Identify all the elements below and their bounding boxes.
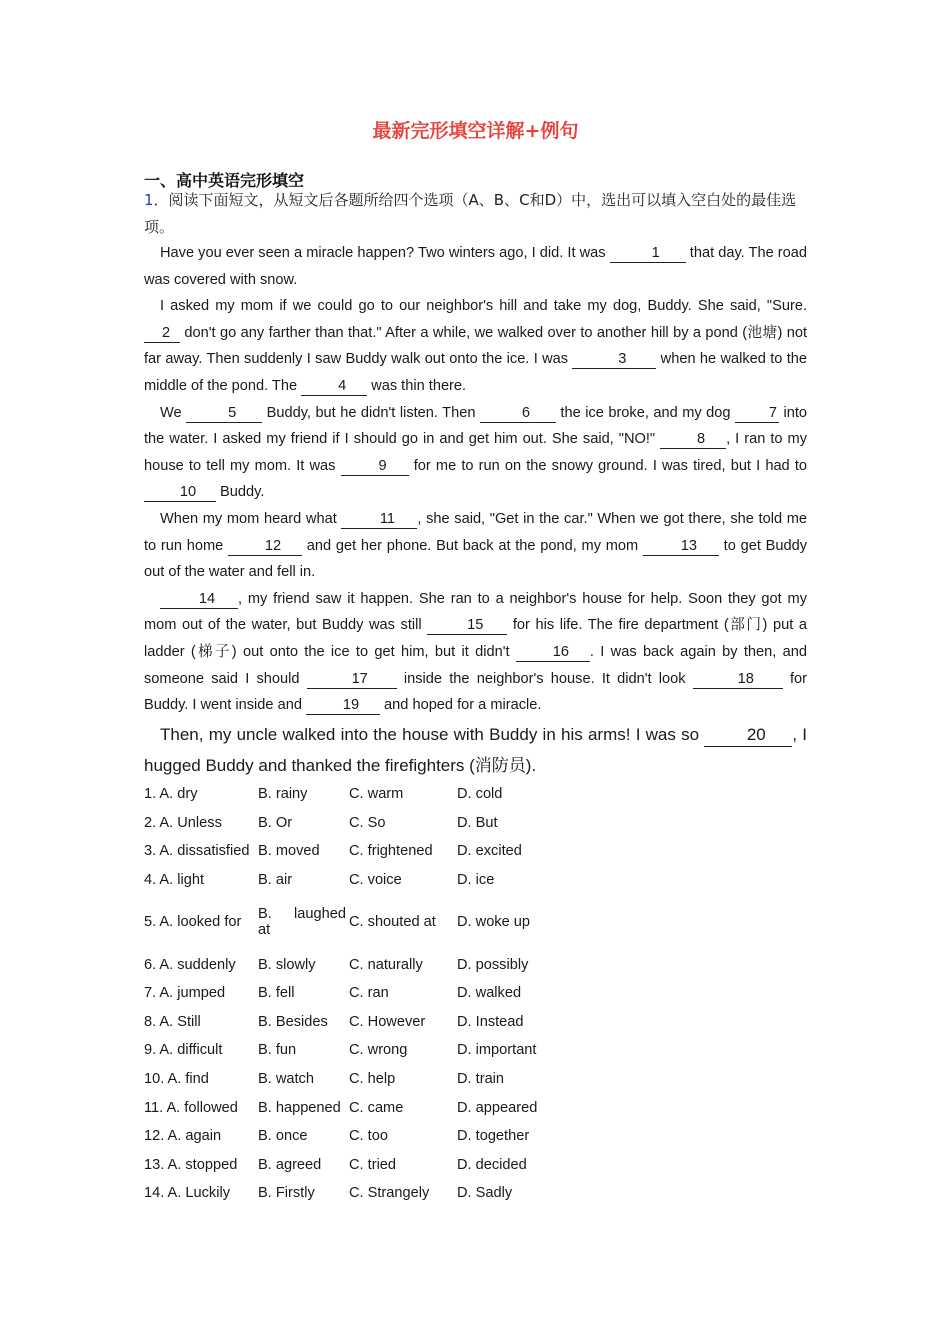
option-cell: D. possibly [457, 956, 529, 973]
option-cell: 4. A. light [144, 872, 205, 889]
blank-3: 3 [572, 350, 656, 369]
cloze-passage [144, 240, 807, 782]
passage-text: and hoped for a miracle. [380, 697, 542, 714]
passage-text: We [160, 404, 187, 421]
option-cell: C. Strangely [349, 1185, 430, 1202]
option-cell: 1. A. dry [144, 786, 198, 803]
option-cell: B. rainy [258, 786, 308, 803]
blank-5: 5 [186, 404, 262, 423]
passage-text: and get her phone. But back at the pond, my mom [302, 537, 643, 554]
option-row [144, 809, 577, 838]
blank-11: 11 [341, 510, 417, 529]
passage-text: I asked my mom if we could go to our neighbor's hill and take my dog, Buddy. She said, "Sure. [160, 298, 807, 315]
option-cell: 12. A. again [144, 1128, 222, 1145]
option-cell: 2. A. Unless [144, 814, 222, 831]
passage-text: don't go any farther than that." After a while, we walked over to another hill by a pond ( [180, 324, 748, 341]
option-cell: D. Instead [457, 1013, 524, 1030]
passage-text: when he walked to the middle of the pond. The [144, 351, 808, 394]
passage-text-cjk: 池塘 [747, 323, 778, 341]
section-heading: 一、高中英语完形填空 [144, 171, 305, 190]
option-cell: D. Sadly [457, 1185, 513, 1202]
option-text: at [258, 922, 271, 939]
option-wrapped-text [258, 906, 349, 938]
option-cell: C. came [349, 1099, 404, 1116]
option-cell: D. appeared [457, 1099, 538, 1116]
option-row [144, 1036, 577, 1065]
options-table [144, 780, 577, 1208]
option-cell: C. help [349, 1071, 396, 1088]
option-cell: D. decided [457, 1156, 527, 1173]
passage-text: When my mom heard what [160, 510, 342, 527]
option-row [144, 1122, 577, 1151]
passage-text: , she said, "Get in the car." When we got there, she told me to run home [144, 510, 808, 554]
option-cell: C. voice [349, 872, 402, 889]
option-cell: B. once [258, 1128, 308, 1145]
blank-2: 2 [144, 324, 180, 343]
option-cell: D. important [457, 1042, 537, 1059]
blank-8: 8 [660, 430, 726, 449]
blank-19: 19 [306, 696, 380, 715]
option-cell: D. But [457, 814, 498, 831]
passage-paragraph [144, 506, 807, 586]
blank-4: 4 [301, 377, 367, 396]
passage-text: ) put a ladder ( [144, 617, 807, 660]
option-row [144, 1151, 577, 1180]
option-row [144, 950, 577, 979]
option-cell: B. slowly [258, 956, 316, 973]
passage-text: Have you ever seen a miracle happen? Two winters ago, I did. It was [160, 245, 610, 261]
option-cell: B. Firstly [258, 1185, 315, 1202]
option-cell: B. happened [258, 1099, 341, 1116]
passage-paragraph [144, 400, 807, 506]
option-row [144, 780, 577, 809]
option-cell: C. tried [349, 1156, 397, 1173]
blank-13: 13 [643, 537, 719, 556]
passage-text-cjk: 部门 [728, 616, 763, 634]
option-cell: C. ran [349, 985, 389, 1002]
option-cell: C. shouted at [349, 914, 436, 931]
blank-10: 10 [144, 483, 216, 502]
option-cell: 5. A. looked for [144, 914, 242, 931]
blank-6: 6 [480, 404, 556, 423]
blank-20: 20 [704, 724, 792, 747]
blank-14: 14 [160, 590, 238, 609]
option-row [144, 837, 577, 866]
passage-text: inside the neighbor's house. It didn't look [396, 670, 693, 687]
passage-text: Then, my uncle walked into the house with Buddy in his arms! I was so [160, 724, 705, 744]
option-cell: 11. A. followed [144, 1099, 238, 1116]
blank-17: 17 [307, 670, 397, 689]
blank-9: 9 [341, 457, 409, 476]
question-number: 1 [144, 191, 154, 209]
option-cell: B. agreed [258, 1156, 322, 1173]
passage-text: , I hugged Buddy and thanked the firefighters ( [144, 724, 807, 775]
option-cell: 7. A. jumped [144, 985, 226, 1002]
option-cell: D. ice [457, 872, 495, 889]
option-row [144, 979, 577, 1008]
passage-text: that day. The road was covered with snow. [144, 245, 807, 288]
option-cell: B. watch [258, 1071, 314, 1088]
option-cell: 14. A. Luckily [144, 1185, 230, 1202]
blank-7: 7 [735, 404, 779, 423]
passage-text: the ice broke, and my dog [555, 404, 735, 421]
option-cell [258, 894, 349, 950]
passage-text: to get Buddy out of the water and fell in. [144, 537, 807, 581]
passage-text: was thin there. [367, 377, 467, 394]
blank-12: 12 [228, 537, 302, 556]
passage-text: into the water. I asked my friend if I should go in and get him out. She said, "NO!" [144, 404, 807, 448]
option-row [144, 1093, 577, 1122]
option-cell: D. woke up [457, 914, 531, 931]
passage-text: for Buddy. I went inside and [144, 670, 807, 714]
page-title: 最新完形填空详解+例句 [372, 120, 579, 142]
passage-text: , I ran to my house to tell my mom. It was [144, 431, 808, 474]
option-cell: B. Besides [258, 1013, 328, 1030]
passage-paragraph [144, 293, 807, 399]
option-row [144, 866, 577, 895]
blank-18: 18 [693, 670, 783, 689]
blank-16: 16 [516, 643, 590, 662]
blank-1: 1 [610, 244, 686, 263]
option-cell: 6. A. suddenly [144, 956, 236, 973]
instruction-text: ．阅读下面短文，从短文后各题所给四个选项（A、B、C和D）中，选出可以填入空白处的最佳选项。 [144, 191, 797, 236]
option-cell: C. too [349, 1128, 388, 1145]
passage-text: . I was back again by then, and someone said I should [144, 643, 808, 687]
option-cell: 13. A. stopped [144, 1156, 238, 1173]
option-cell: B. air [258, 872, 293, 889]
option-row [144, 1065, 577, 1094]
passage-text: ). [525, 755, 537, 775]
option-text: B. [258, 906, 272, 923]
option-text: laughed [294, 906, 346, 923]
option-cell: C. frightened [349, 843, 433, 860]
option-cell: C. naturally [349, 956, 423, 973]
option-cell: 9. A. difficult [144, 1042, 223, 1059]
option-cell: B. moved [258, 843, 320, 860]
option-cell: C. However [349, 1013, 426, 1030]
option-row [144, 1179, 577, 1208]
passage-text: ) not far away. Then suddenly I saw Buddy walk out onto the ice. I was [144, 324, 807, 368]
passage-text: , my friend saw it happen. She ran to a neighbor's house for help. Soon they got my mom out of the water, but Buddy was still [144, 590, 807, 634]
option-cell: B. fun [258, 1042, 297, 1059]
option-cell: D. walked [457, 985, 522, 1002]
passage-text-cjk: 消防员 [474, 755, 526, 776]
passage-paragraph [144, 240, 807, 293]
passage-text: Buddy, but he didn't listen. Then [262, 404, 480, 421]
option-cell: D. train [457, 1071, 505, 1088]
option-cell: B. fell [258, 985, 295, 1002]
option-cell: D. excited [457, 843, 522, 860]
option-cell: C. wrong [349, 1042, 408, 1059]
option-cell: 10. A. find [144, 1071, 209, 1088]
passage-paragraph [144, 586, 807, 719]
question-instruction [144, 187, 807, 240]
passage-text: Buddy. [216, 484, 265, 501]
option-row [144, 894, 577, 950]
option-cell: 3. A. dissatisfied [144, 843, 250, 860]
passage-text: for his life. The fire department ( [507, 617, 729, 634]
passage-paragraph [144, 719, 807, 782]
option-cell: C. warm [349, 786, 404, 803]
passage-text: for me to run on the snowy ground. I was tired, but I had to [408, 457, 807, 474]
option-cell: B. Or [258, 814, 293, 831]
option-cell: D. cold [457, 786, 503, 803]
option-row [144, 1008, 577, 1037]
passage-text: ) out onto the ice to get him, but it didn't [231, 643, 516, 660]
blank-15: 15 [427, 616, 507, 635]
option-cell: C. So [349, 814, 386, 831]
option-cell: 8. A. Still [144, 1013, 201, 1030]
passage-text-cjk: 梯子 [195, 642, 232, 660]
option-cell: D. together [457, 1128, 530, 1145]
